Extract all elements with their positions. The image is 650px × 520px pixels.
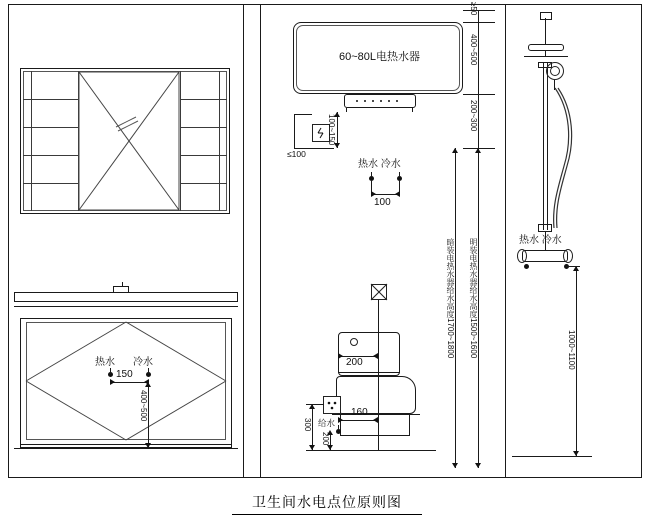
heater-pipe-right	[412, 108, 413, 112]
toilet-dim-200-label: 200	[321, 432, 330, 446]
note-exposed-arrow-top	[475, 148, 481, 153]
top-clearance-label: ≥50	[469, 2, 478, 16]
toilet-supply-dim-line	[338, 420, 378, 421]
cabinet-right-column-divider	[180, 71, 181, 211]
hand-shower-head-inner	[550, 66, 560, 76]
toilet-supply-dim-label: 160	[351, 407, 368, 418]
vanity-base	[20, 444, 232, 445]
toilet-bowl	[336, 376, 416, 414]
frame-bottom-border	[8, 477, 641, 478]
countertop	[14, 292, 238, 302]
water-heater-label: 60~80L电热水器	[339, 51, 421, 63]
toilet-dim-200-arrow-bottom	[327, 445, 333, 450]
note-concealed-arrow-bottom	[452, 463, 458, 468]
shower-height-ext-top	[566, 266, 580, 267]
heater-indicator-3	[372, 100, 374, 102]
note-line-exposed	[478, 148, 479, 468]
vanity-hot-stem	[110, 368, 111, 374]
shower-hot-water-point	[524, 264, 529, 269]
note-exposed-label: 明装电热水器给水高度1500~1600	[469, 238, 478, 359]
dimchain-tick-top	[463, 10, 495, 11]
heater-cold-stem	[399, 172, 400, 177]
shower-hot-cold-label: 热水 冷水	[519, 235, 562, 246]
toilet-floor-line	[306, 450, 436, 451]
note-concealed-arrow-top	[452, 148, 458, 153]
toilet-dim-300-arrow-bottom	[309, 445, 315, 450]
dimchain-seg-socket	[478, 94, 479, 148]
heater-pipe-left	[346, 108, 347, 112]
toilet-dim-300-line	[312, 404, 313, 450]
note-exposed-arrow-bottom	[475, 463, 481, 468]
toilet-tank-base	[338, 372, 400, 373]
divider-left-panel	[243, 4, 244, 478]
dim-200-300-label: 200~300	[469, 100, 478, 132]
shower-height-dim-label: 1000~1100	[567, 330, 576, 370]
toilet-flush-button	[350, 338, 358, 346]
shower-head	[528, 44, 564, 51]
shower-head-spray-line	[524, 56, 568, 57]
heater-indicator-6	[396, 100, 398, 102]
exhaust-fan-cross	[371, 284, 387, 300]
shower-floor-line	[512, 456, 592, 457]
vanity-floor-line	[14, 448, 238, 449]
frame-left-border	[8, 4, 9, 478]
toilet-supply-dim-arrow-left	[338, 417, 343, 423]
heater-spacing-dim-label: 100	[374, 197, 391, 208]
heater-indicator-5	[388, 100, 390, 102]
shower-mixer-body	[522, 250, 568, 262]
shower-head-stem	[545, 51, 546, 56]
toilet-supply-stem	[338, 425, 339, 430]
cabinet-right-inner-edge	[219, 71, 220, 211]
toilet-supply-label: 给水	[318, 418, 336, 428]
vanity-height-dim-label: 400~500	[139, 390, 148, 422]
dimchain-seg-top	[478, 10, 479, 22]
toilet-tank	[338, 332, 400, 376]
dim-400-500-label: 400~500	[469, 34, 478, 66]
dimchain-seg-heater	[478, 22, 479, 94]
divider-right-panel	[505, 4, 506, 478]
dimchain-tick-heater-bottom	[463, 94, 495, 95]
heater-indicator-1	[356, 100, 358, 102]
socket-leader-vert	[294, 114, 295, 148]
drawing-title: 卫生间水电点位原则图	[232, 492, 422, 515]
toilet-tank-dim-label: 200	[346, 357, 363, 368]
shower-height-arrow-bottom	[573, 451, 579, 456]
shower-arm-base	[540, 12, 552, 20]
toilet-tank-dim-arrow-left	[338, 353, 343, 359]
socket-leader-horiz	[294, 114, 312, 115]
heater-indicator-2	[364, 100, 366, 102]
vanity-height-arrow-bottom	[145, 443, 151, 448]
vanity-cold-stem	[148, 368, 149, 374]
mirror-door-panel	[78, 71, 180, 211]
cabinet-left-inner-edge	[31, 71, 32, 211]
vanity-height-arrow-top	[145, 382, 151, 387]
note-line-concealed	[455, 148, 456, 468]
vanity-hot-water-label: 热水	[95, 357, 115, 368]
vanity-spacing-arrow-left	[110, 379, 115, 385]
shower-height-dim-line	[576, 266, 577, 456]
toilet-supply-dim-arrow-right	[373, 417, 378, 423]
countertop-underline	[14, 306, 238, 307]
frame-top-border	[8, 4, 641, 5]
toilet-socket-glyph	[323, 396, 341, 414]
divider-mid-panel	[260, 4, 261, 478]
min-clearance-label: ≤100	[287, 149, 306, 159]
frame-right-border	[641, 4, 642, 478]
heater-indicator-4	[380, 100, 382, 102]
faucet	[113, 286, 129, 293]
vanity-height-dim-line	[148, 382, 149, 448]
vanity-spacing-dim-label: 150	[116, 369, 133, 380]
vanity-door-diagonals	[26, 322, 226, 440]
toilet-dim-300-label: 300	[303, 418, 312, 432]
dimchain-tick-heater-top	[463, 22, 495, 23]
toilet-tank-dim-arrow-right	[373, 353, 378, 359]
heater-hot-stem	[371, 172, 372, 177]
toilet-dim-300-ext	[306, 404, 324, 405]
shower-mixer-handle-right	[563, 249, 573, 263]
note-concealed-label: 暗装电热水器给水高度1700~1800	[446, 238, 455, 359]
shower-hose	[536, 88, 576, 230]
faucet-spout	[122, 282, 123, 287]
shower-mixer-handle-left	[517, 249, 527, 263]
heater-hot-cold-label: 热水 冷水	[358, 159, 401, 170]
shower-arm	[545, 18, 546, 44]
heater-spacing-arrow-right	[395, 191, 400, 197]
vanity-cold-water-label: 冷水	[133, 357, 153, 368]
socket-height-dim-label: 100~150	[327, 114, 336, 146]
